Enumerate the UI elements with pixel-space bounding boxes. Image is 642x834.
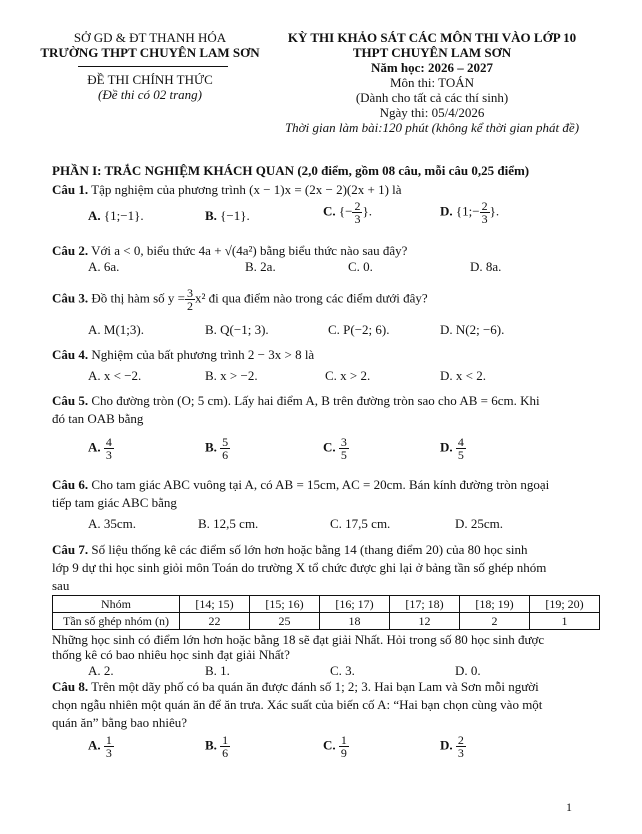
- exam-date: Ngày thi: 05/4/2026: [379, 105, 485, 120]
- q6-option-b: B. 12,5 cm.: [198, 516, 259, 531]
- q7-option-b: B. 1.: [205, 663, 230, 678]
- q3-option-c: C. P(−2; 6).: [328, 322, 390, 337]
- school-name: TRƯỜNG THPT CHUYÊN LAM SƠN: [40, 45, 260, 60]
- table-cell: [15; 16): [250, 596, 320, 613]
- q6-option-c: C. 17,5 cm.: [330, 516, 391, 531]
- q7-option-a: A. 2.: [88, 663, 114, 678]
- table-cell: 25: [250, 613, 320, 630]
- table-cell: 22: [180, 613, 250, 630]
- q4-option-a: A. x < −2.: [88, 368, 142, 383]
- q8-option-d: D. $\frac{2}{3}$: [440, 733, 464, 760]
- pages-note: (Đề thi có 02 trang): [98, 87, 202, 102]
- table-cell: [17; 18): [390, 596, 460, 613]
- header-rule: [78, 66, 228, 67]
- question-4: Câu 4. Nghiệm của bất phương trình 2 − 3x > 8 là: [52, 347, 315, 362]
- q1-option-c: C. {− $\frac{2}{3}$ }.: [323, 199, 372, 226]
- exam-school: THPT CHUYÊN LAM SƠN: [352, 45, 512, 60]
- q1-label: Câu 1.: [52, 182, 89, 197]
- q8-option-b: B. $\frac{1}{6}$: [205, 733, 229, 760]
- question-7: Câu 7. Số liệu thống kê các điểm số lớn hơn hoặc bằng 14 (thang điểm 20) của 80 học sinh lớp 9 dự thi học sinh giỏi môn Toán do trường X tổ chức được ghi lại ở bảng tần số ghép nhóm sau: [52, 542, 547, 593]
- table-cell: 12: [390, 613, 460, 630]
- table-cell: [14; 15): [180, 596, 250, 613]
- header-right: [262, 30, 602, 135]
- q7-option-c: C. 3.: [330, 663, 355, 678]
- q5-option-a: A. $\frac{4}{3}$: [88, 435, 112, 462]
- table-cell: Tần số ghép nhóm (n): [53, 613, 180, 630]
- q1-option-a: A. {1;−1}.: [88, 208, 144, 223]
- table-header-row: [53, 596, 600, 613]
- q1-option-d: D. {1;− $\frac{2}{3}$ }.: [440, 199, 500, 226]
- q4-option-d: D. x < 2.: [440, 368, 486, 383]
- question-6: Câu 6. Cho tam giác ABC vuông tại A, có AB = 15cm, AC = 20cm. Bán kính đường tròn ngoại tiếp tam giác ABC bằng: [52, 477, 550, 510]
- q5-option-d: D. $\frac{4}{5}$: [440, 435, 464, 462]
- audience: (Dành cho tất cả các thí sinh): [355, 90, 509, 105]
- page-number: 1: [566, 800, 572, 814]
- q2-option-b: B. 2a.: [245, 259, 276, 274]
- q7-option-d: D. 0.: [455, 663, 481, 678]
- q1-option-b: B. {−1}.: [205, 208, 250, 223]
- q5-option-c: C. $\frac{3}{5}$: [323, 435, 347, 462]
- table-cell: 18: [320, 613, 390, 630]
- q6-option-a: A. 35cm.: [88, 516, 137, 531]
- question-3: Câu 3. Đồ thị hàm số y = $\frac{3}{2}$ x² đi qua điểm nào trong các điểm dưới đây?: [52, 286, 428, 313]
- table-row: [53, 613, 600, 630]
- table-cell: 2: [460, 613, 530, 630]
- official-label: ĐỀ THI CHÍNH THỨC: [87, 72, 213, 87]
- q1-text: Tập nghiệm của phương trình (x − 1)x = (2x − 2)(2x + 1) là: [91, 182, 402, 197]
- table-cell: Nhóm: [53, 596, 180, 613]
- table-cell: [16; 17): [320, 596, 390, 613]
- question-1: [52, 181, 598, 199]
- q3-option-b: B. Q(−1; 3).: [205, 322, 269, 337]
- q2-option-a: A. 6a.: [88, 259, 120, 274]
- question-5: Câu 5. Cho đường tròn (O; 5 cm). Lấy hai điểm A, B trên đường tròn sao cho AB = 6cm. Khi đó tan OAB bằng: [52, 393, 540, 426]
- q5-option-b: B. $\frac{5}{6}$: [205, 435, 229, 462]
- q3-option-d: D. N(2; −6).: [440, 322, 505, 337]
- q3-option-a: A. M(1;3).: [88, 322, 144, 337]
- dept-name: SỞ GD & ĐT THANH HÓA: [73, 30, 227, 45]
- table-cell: [19; 20): [530, 596, 600, 613]
- frequency-table: [52, 595, 600, 630]
- duration: Thời gian làm bài:120 phút (không kể thời gian phát đề): [284, 120, 580, 135]
- q8-option-c: C. $\frac{1}{9}$: [323, 733, 347, 760]
- table-cell: 1: [530, 613, 600, 630]
- q4-option-c: C. x > 2.: [325, 368, 371, 383]
- q6-option-d: D. 25cm.: [455, 516, 504, 531]
- q4-option-b: B. x > −2.: [205, 368, 258, 383]
- q7-followup: Những học sinh có điểm lớn hơn hoặc bằng 18 sẽ đạt giải Nhất. Hỏi trong số 80 học sinh được thống kê có bao nhiêu học sinh đạt giải Nhất?: [52, 632, 545, 662]
- question-2: Câu 2. Với a < 0, biểu thức 4a + √(4a²) bằng biểu thức nào sau đây?: [52, 243, 408, 258]
- question-8: Câu 8. Trên một dãy phố có ba quán ăn được đánh số 1; 2; 3. Hai bạn Lam và Sơn mỗi người chọn ngẫu nhiên một quán ăn để ăn trưa. Xác suất của biến cố A: “Hai bạn chọn cùng vào một quán ăn” bằng bao nhiêu?: [52, 679, 543, 730]
- table-cell: [18; 19): [460, 596, 530, 613]
- q2-option-d: D. 8a.: [470, 259, 502, 274]
- section-title: PHẦN I: TRẮC NGHIỆM KHÁCH QUAN (2,0 điểm, gồm 08 câu, mỗi câu 0,25 điểm): [52, 163, 530, 178]
- school-year: Năm học: 2026 – 2027: [370, 60, 494, 75]
- subject: Môn thi: TOÁN: [389, 75, 475, 90]
- q2-option-c: C. 0.: [348, 259, 373, 274]
- exam-title: KỲ THI KHẢO SÁT CÁC MÔN THI VÀO LỚP 10: [287, 30, 577, 45]
- q8-option-a: A. $\frac{1}{3}$: [88, 733, 112, 760]
